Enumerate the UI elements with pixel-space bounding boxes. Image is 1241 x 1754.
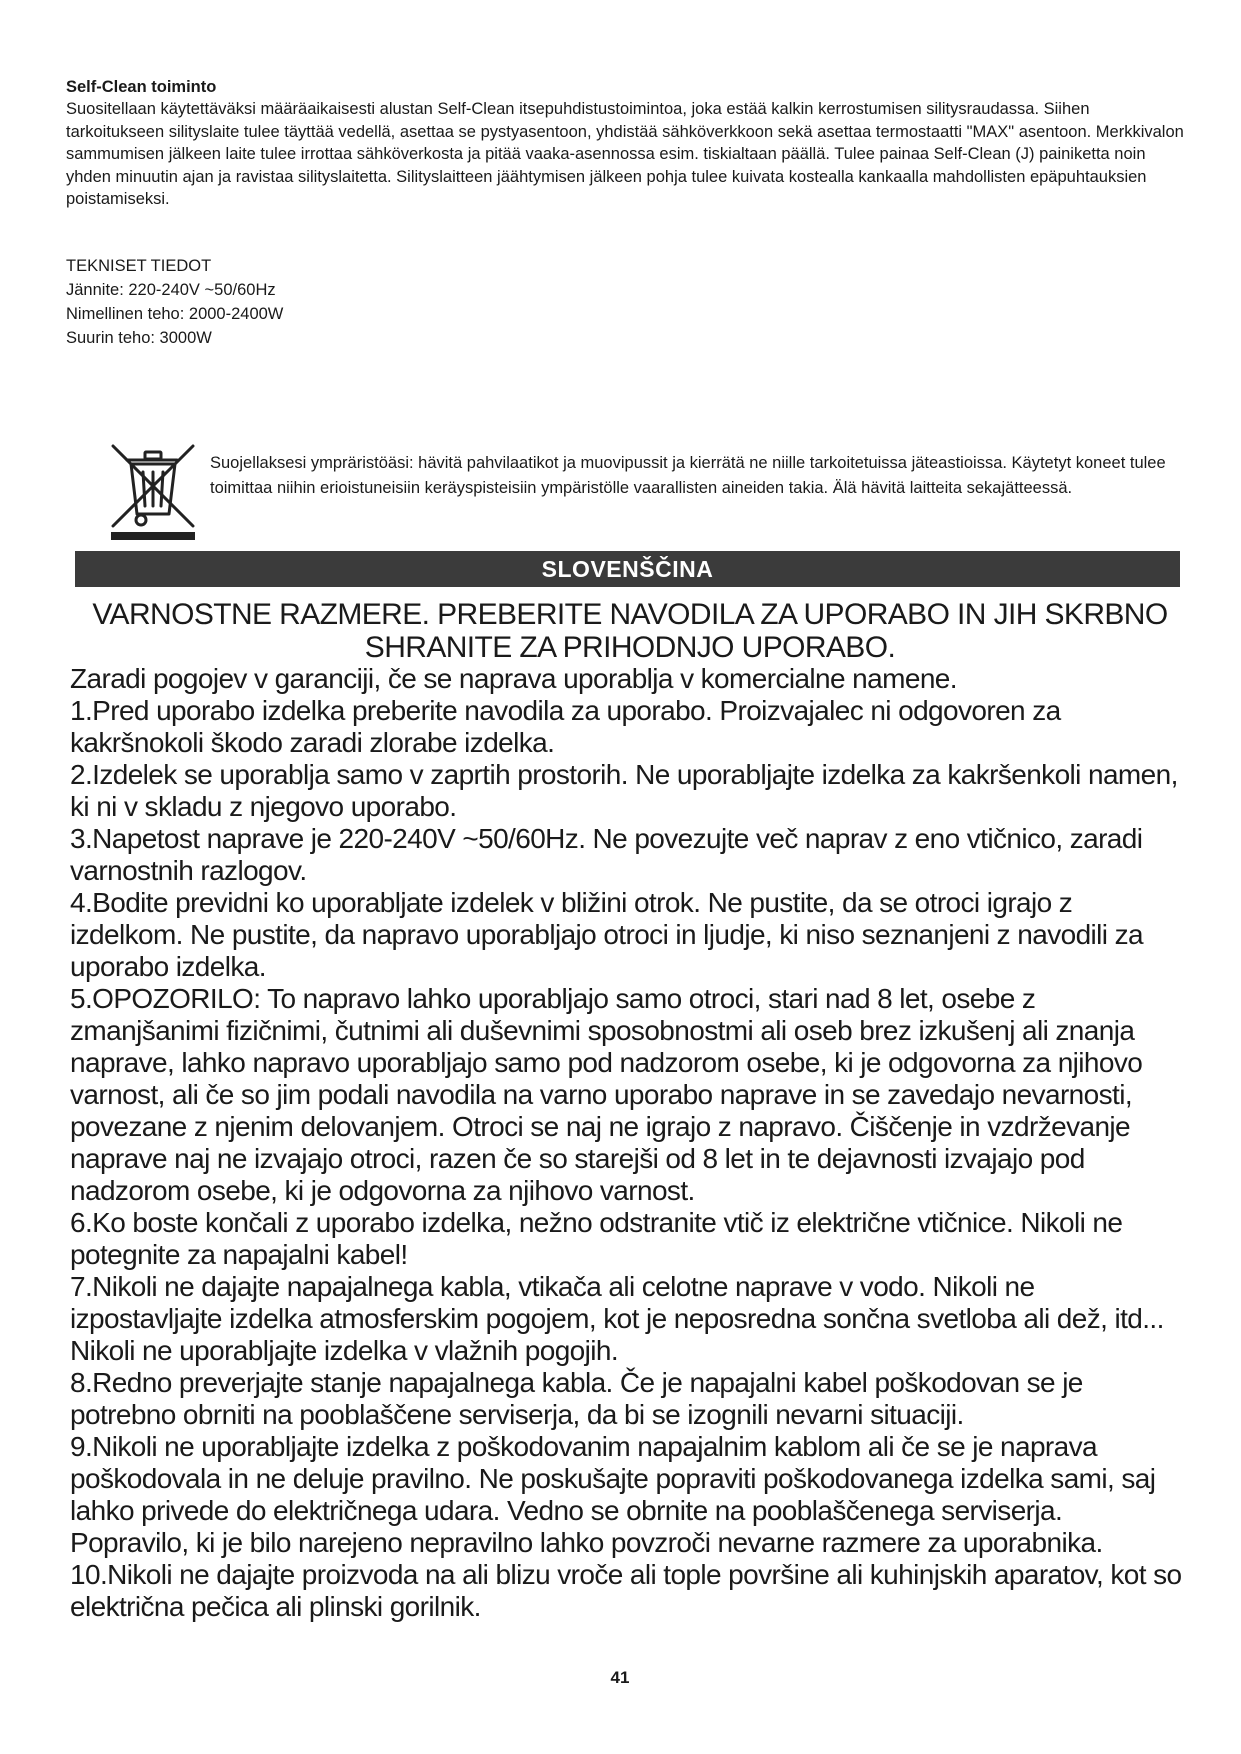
safety-item-3: 3.Napetost naprave je 220-240V ~50/60Hz. Ne povezujte več naprav z eno vtičnico, zaradi varnostnih razlogov.	[70, 823, 1143, 886]
tech-title: TEKNISET TIEDOT	[66, 257, 212, 275]
safety-item-1: 1.Pred uporabo izdelka preberite navodila za uporabo. Proizvajalec ni odgovoren za kakršnokoli škodo zaradi zlorabe izdelka.	[70, 695, 1061, 758]
tech-rated-power: Nimellinen teho: 2000-2400W	[66, 305, 284, 323]
self-clean-title: Self-Clean toiminto	[66, 78, 217, 96]
safety-item-6: 6.Ko boste končali z uporabo izdelka, nežno odstranite vtič iz električne vtičnice. Nikoli ne potegnite za napajalni kabel!	[70, 1207, 1123, 1270]
safety-item-9: 9.Nikoli ne uporabljajte izdelka z poškodovanim napajalnim kablom ali če se je naprava poškodovala in ne deluje pravilno. Ne poskušajte popraviti poškodovanega izdelka sami, saj lahko privede do električnega udara. Vedno se obrnite na pooblaščenega serviserja. Popravilo, ki je bilo narejeno nepravilno lahko povzroči nevarne razmere za uporabnika.	[70, 1431, 1156, 1558]
self-clean-text: Suositellaan käytettäväksi määräaikaisesti alustan Self-Clean itsepuhdistustoimintoa, joka estää kalkin kerrostumisen silitysraudassa. Siihen tarkoitukseen silityslaite tulee täyttää vedellä, asettaa se pystyasentoon, yhdistää sähköverkkoon sekä asettaa termostaatti "MAX" asentoon. Merkkivalon sammumisen jälkeen laite tulee irrottaa sähköverkosta ja pitää vaaka-asennossa esim. tiskialtaan päällä. Tulee painaa Self-Clean (J) painiketta noin yhden minuutin ajan ja ravistaa silityslaitetta. Silityslaitteen jäähtymisen jälkeen pohja tulee kuivata kostealla kankaalla mahdollisten epäpuhtauksien poistamiseksi.	[66, 100, 1184, 208]
safety-item-8: 8.Redno preverjajte stanje napajalnega kabla. Če je napajalni kabel poškodovan se je potrebno obrniti na pooblaščene serviserja, da bi se izognili nevarni situaciji.	[70, 1367, 1083, 1430]
safety-item-10: 10.Nikoli ne dajajte proizvoda na ali blizu vroče ali tople površine ali kuhinjskih aparatov, kot so električna pečica ali plinski gorilnik.	[70, 1559, 1182, 1622]
crossed-out-wheelie-bin-icon	[105, 440, 201, 542]
language-section-bar: SLOVENŠČINA	[75, 551, 1180, 587]
safety-intro: Zaradi pogojev v garanciji, če se naprava uporablja v komercialne namene.	[70, 663, 957, 694]
safety-heading: VARNOSTNE RAZMERE. PREBERITE NAVODILA ZA UPORABO IN JIH SKRBNO SHRANITE ZA PRIHODNJO UPORABO.	[92, 598, 1168, 664]
environment-notice: Suojellaksesi ympräristöäsi: hävitä pahvilaatikot ja muovipussit ja kierrätä ne niille tarkoitetuissa jäteastioissa. Käytetyt koneet tulee toimittaa niihin erioistuneisiin keräyspisteisiin ympäristölle vaarallisten aineiden takia. Älä hävitä laitteita sekajätteessä.	[210, 454, 1166, 497]
safety-item-5: 5.OPOZORILO: To napravo lahko uporabljajo samo otroci, stari nad 8 let, osebe z zmanjšanimi fizičnimi, čutnimi ali duševnimi sposobnostmi ali oseb brez izkušenj ali znanja naprave, lahko napravo uporabljajo samo pod nadzorom osebe, ki je odgovorna za njihovo varnost, ali če so jim podali navodila na varno uporabo naprave in se zavedajo nevarnosti, povezane z njenim delovanjem. Otroci se naj ne igrajo z napravo. Čiščenje in vzdrževanje naprave naj ne izvajajo otroci, razen če so starejši od 8 let in te dejavnosti izvajajo pod nadzorom osebe, ki je odgovorna za njihovo varnost.	[70, 983, 1143, 1206]
safety-item-2: 2.Izdelek se uporablja samo v zaprtih prostorih. Ne uporabljajte izdelka za kakršenkoli namen, ki ni v skladu z njegovo uporabo.	[70, 759, 1178, 822]
safety-item-4: 4.Bodite previdni ko uporabljate izdelek v bližini otrok. Ne pustite, da se otroci igrajo z izdelkom. Ne pustite, da napravo uporabljajo otroci in ljudje, ki niso seznanjeni z navodili za uporabo izdelka.	[70, 887, 1143, 982]
self-clean-section	[66, 76, 1186, 211]
safety-item-7: 7.Nikoli ne dajajte napajalnega kabla, vtikača ali celotne naprave v vodo. Nikoli ne izpostavljajte izdelka atmosferskim pogojem, kot je neposredna sončna svetloba ali dež, itd... Nikoli ne uporabljajte izdelka v vlažnih pogojih.	[70, 1271, 1164, 1366]
technical-data	[66, 254, 666, 350]
tech-max-power: Suurin teho: 3000W	[66, 329, 212, 347]
page-number: 41	[610, 1668, 630, 1687]
tech-voltage: Jännite: 220-240V ~50/60Hz	[66, 281, 276, 299]
safety-instructions	[70, 663, 1185, 1623]
